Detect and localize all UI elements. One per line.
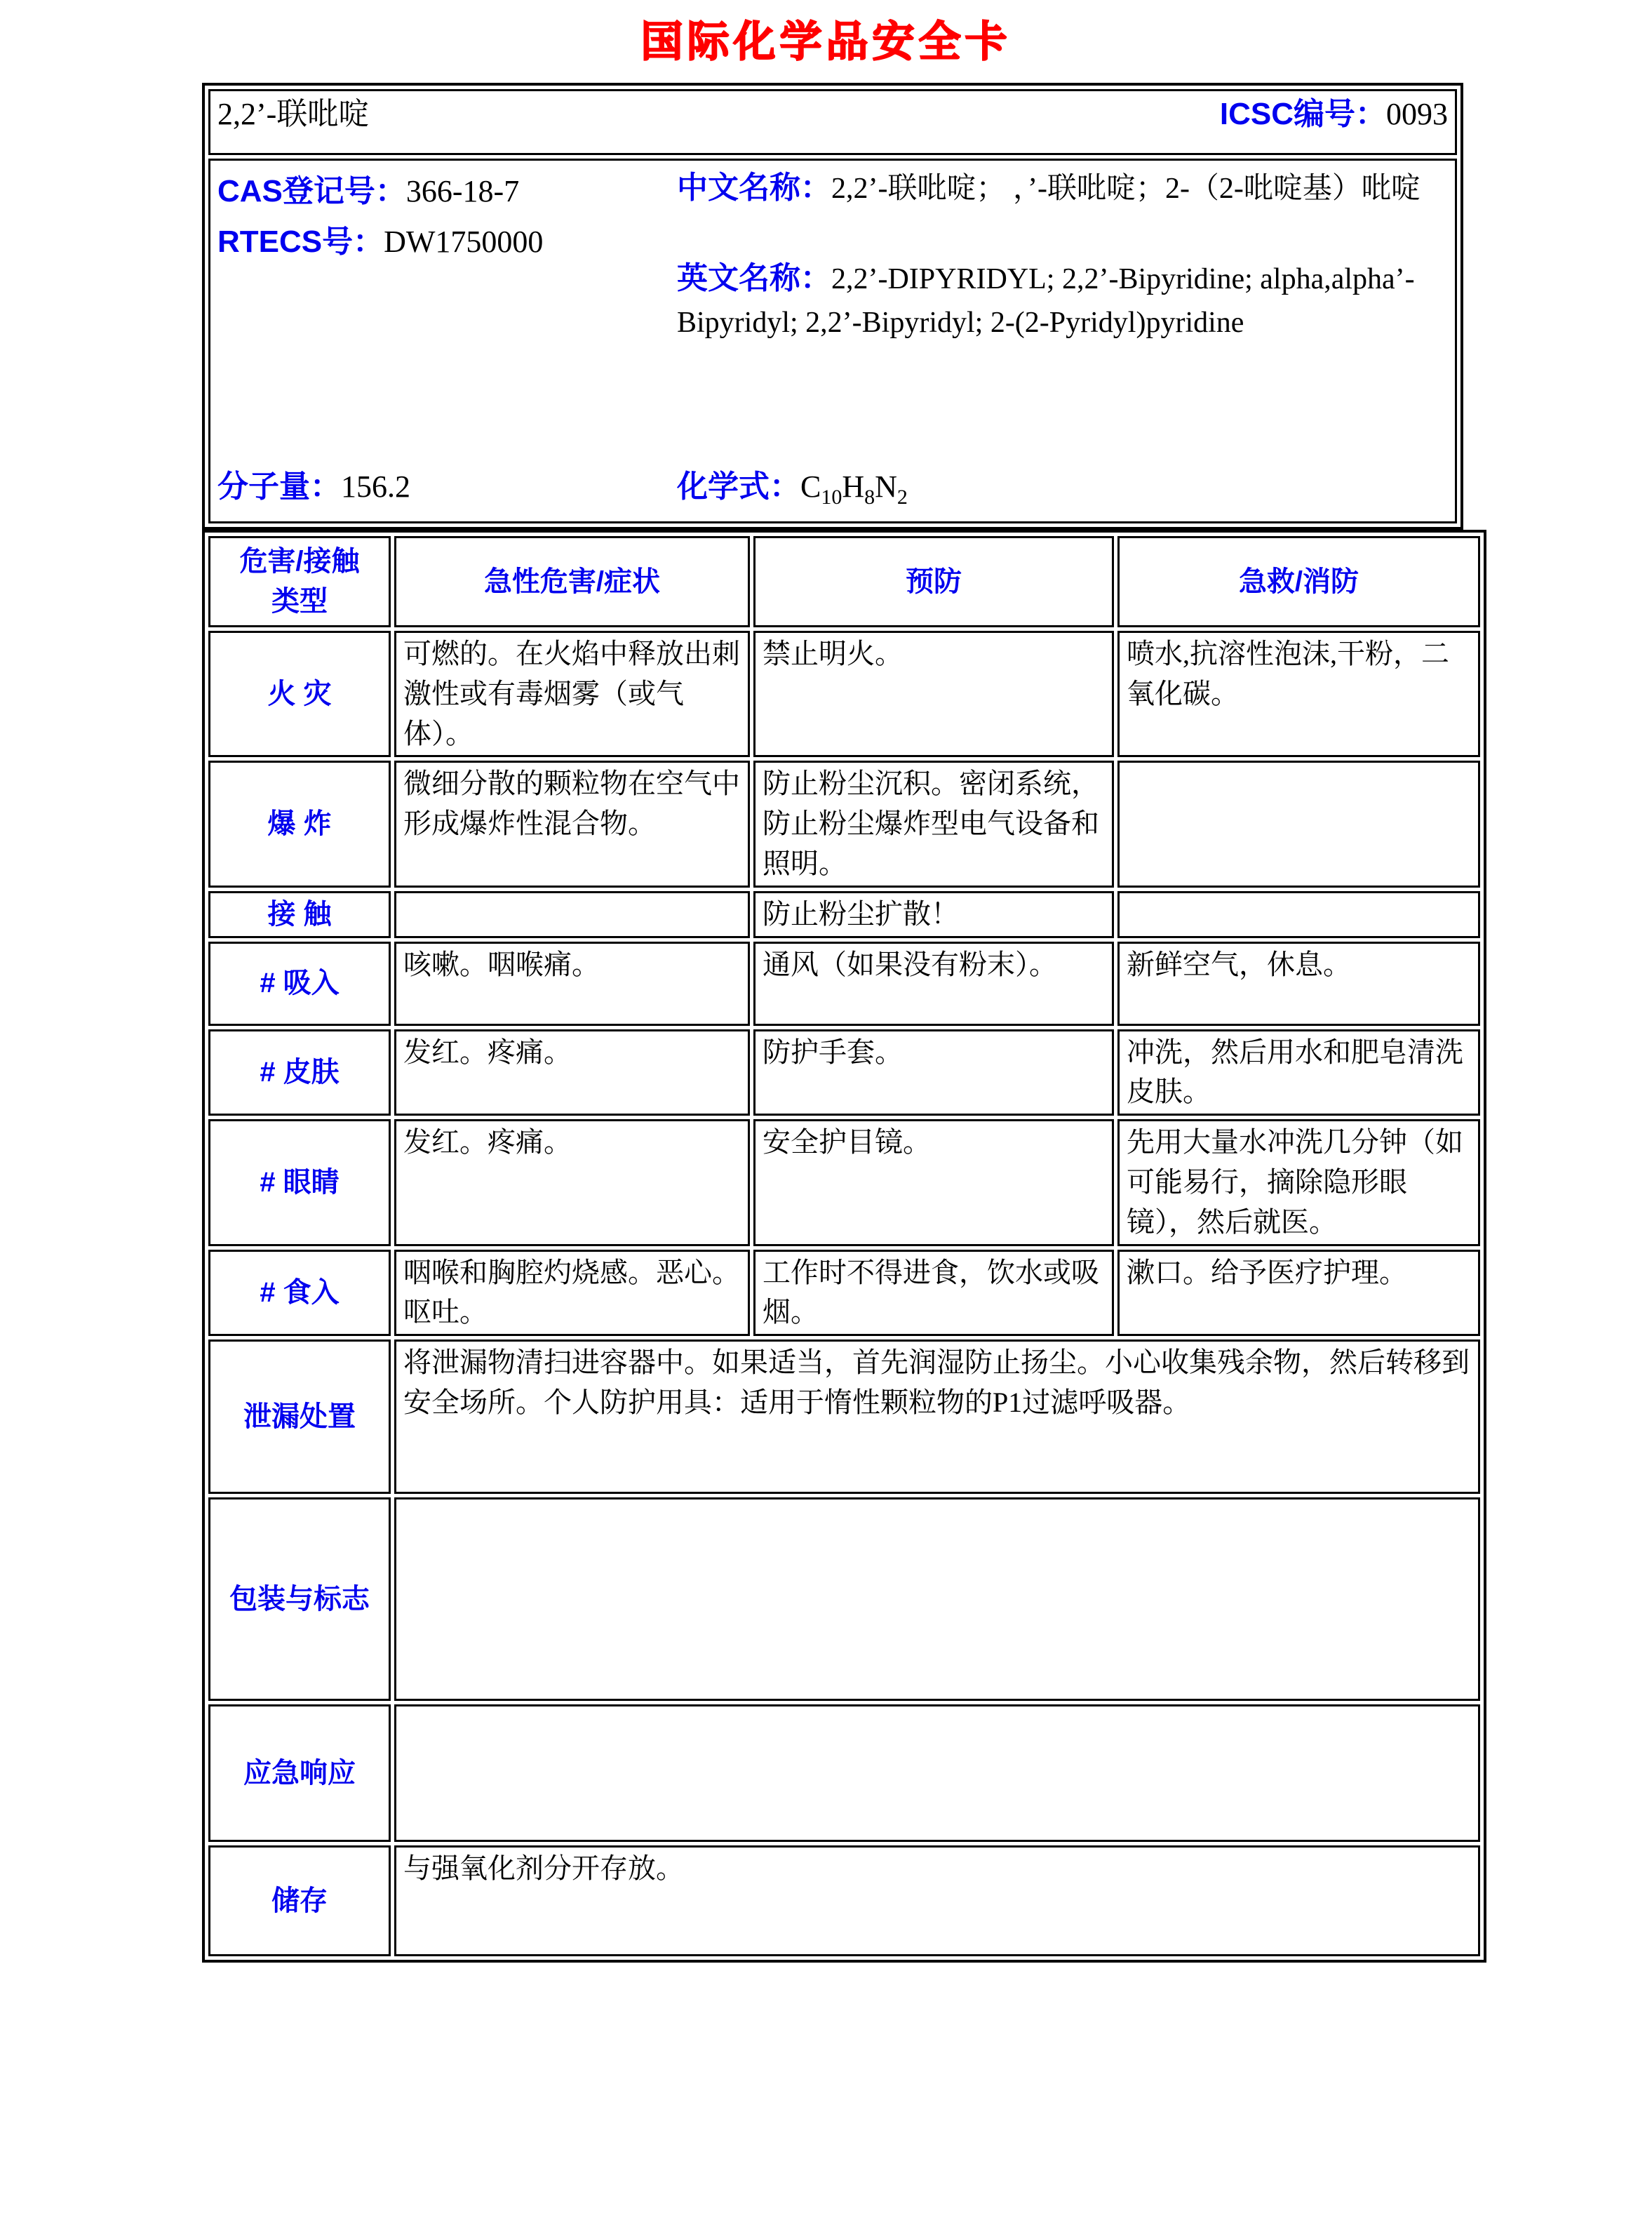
row-fire-aid: 喷水,抗溶性泡沫,干粉，二氧化碳。	[1117, 631, 1480, 757]
row-fire-label: 火 灾	[208, 631, 391, 757]
english-name-label: 英文名称：	[677, 261, 831, 295]
identity-row	[208, 159, 1457, 523]
substance-name-row	[208, 89, 1457, 155]
header-hazard-type: 危害/接触 类型	[208, 536, 391, 627]
chinese-name-value: 2,2’-联吡啶； ，’-联吡啶；2-（2-吡啶基）吡啶	[831, 173, 1421, 205]
row-fire-symptoms: 可燃的。在火焰中释放出刺激性或有毒烟雾（或气体）。	[394, 631, 750, 757]
substance-name: 2,2’-联吡啶	[217, 97, 370, 131]
row-inhalation-label: # 吸入	[208, 942, 391, 1026]
row-storage-content: 与强氧化剂分开存放。	[394, 1845, 1480, 1956]
row-packaging-label: 包装与标志	[208, 1497, 391, 1701]
row-explosion-aid	[1117, 761, 1480, 887]
cas-value: 366-18-7	[405, 174, 520, 208]
header-prevention: 预防	[753, 536, 1114, 627]
cas-line	[217, 166, 677, 217]
row-explosion-prevention: 防止粉尘沉积。密闭系统，防止粉尘爆炸型电气设备和照明。	[753, 761, 1114, 887]
row-emergency-response	[208, 1704, 1480, 1842]
row-skin-prevention: 防护手套。	[753, 1029, 1114, 1116]
row-skin	[208, 1029, 1480, 1116]
row-explosion-label: 爆 炸	[208, 761, 391, 887]
row-eyes-label: # 眼睛	[208, 1119, 391, 1245]
row-ingestion-aid: 漱口。给予医疗护理。	[1117, 1250, 1480, 1337]
row-explosion	[208, 761, 1480, 887]
icsc-number-value: 0093	[1386, 97, 1448, 131]
row-skin-symptoms: 发红。疼痛。	[394, 1029, 750, 1116]
formula-line	[677, 465, 1448, 509]
cas-label: CAS登记号：	[217, 174, 406, 208]
header-acute-symptoms: 急性危害/症状	[394, 536, 750, 627]
rtecs-label: RTECS号：	[217, 225, 384, 259]
row-storage	[208, 1845, 1480, 1956]
row-packaging-content	[394, 1497, 1480, 1701]
row-ingestion	[208, 1250, 1480, 1337]
row-exposure	[208, 891, 1480, 938]
row-inhalation-symptoms: 咳嗽。咽喉痛。	[394, 942, 750, 1026]
rtecs-line	[217, 217, 677, 267]
row-emergency-content	[394, 1704, 1480, 1842]
row-ingestion-prevention: 工作时不得进食，饮水或吸烟。	[753, 1250, 1114, 1337]
row-fire	[208, 631, 1480, 757]
formula-label: 化学式：	[677, 469, 800, 504]
row-fire-prevention: 禁止明火。	[753, 631, 1114, 757]
chinese-name-label: 中文名称：	[677, 171, 831, 205]
molecular-weight-line	[217, 465, 677, 509]
row-skin-label: # 皮肤	[208, 1029, 391, 1116]
row-inhalation-prevention: 通风（如果没有粉末）。	[753, 942, 1114, 1026]
row-exposure-symptoms	[394, 891, 750, 938]
row-packaging-labelling	[208, 1497, 1480, 1701]
row-ingestion-symptoms: 咽喉和胸腔灼烧感。恶心。呕吐。	[394, 1250, 750, 1337]
row-explosion-symptoms: 微细分散的颗粒物在空气中形成爆炸性混合物。	[394, 761, 750, 887]
row-exposure-prevention: 防止粉尘扩散！	[753, 891, 1114, 938]
formula-value: $C_{10}H_8N_2$	[800, 469, 908, 509]
row-eyes-symptoms: 发红。疼痛。	[394, 1119, 750, 1245]
row-emergency-label: 应急响应	[208, 1704, 391, 1842]
molecular-weight-label: 分子量：	[217, 469, 341, 504]
row-spill-content: 将泄漏物清扫进容器中。如果适当，首先润湿防止扬尘。小心收集残余物，然后转移到安全场所。个人防护用具：适用于惰性颗粒物的P1过滤呼吸器。	[394, 1340, 1480, 1494]
hazard-header-row	[208, 536, 1480, 627]
row-eyes-aid: 先用大量水冲洗几分钟（如可能易行，摘除隐形眼镜），然后就医。	[1117, 1119, 1480, 1245]
english-name-line	[677, 257, 1448, 345]
row-eyes-prevention: 安全护目镜。	[753, 1119, 1114, 1245]
row-exposure-aid	[1117, 891, 1480, 938]
header-firstaid-fire: 急救/消防	[1117, 536, 1480, 627]
english-name-value: 2,2’-DIPYRIDYL; 2,2’-Bipyridine; alpha,alpha’-Bipyridyl; 2,2’-Bipyridyl; 2-(2-Pyridyl)pyridine	[677, 263, 1415, 339]
row-inhalation-aid: 新鲜空气，休息。	[1117, 942, 1480, 1026]
row-ingestion-label: # 食入	[208, 1250, 391, 1337]
row-storage-label: 储存	[208, 1845, 391, 1956]
rtecs-value: DW1750000	[384, 225, 544, 259]
row-exposure-label: 接 触	[208, 891, 391, 938]
row-eyes	[208, 1119, 1480, 1245]
icsc-number-label: ICSC编号：	[1219, 97, 1386, 131]
chinese-name-line	[677, 166, 1448, 211]
hazard-table	[202, 530, 1486, 1963]
row-inhalation	[208, 942, 1480, 1026]
row-spill-disposal	[208, 1340, 1480, 1494]
row-spill-label: 泄漏处置	[208, 1340, 391, 1494]
row-skin-aid: 冲洗，然后用水和肥皂清洗皮肤。	[1117, 1029, 1480, 1116]
identification-table	[202, 83, 1463, 530]
molecular-weight-value: 156.2	[341, 469, 410, 504]
page-title: 国际化学品安全卡	[640, 18, 1012, 65]
